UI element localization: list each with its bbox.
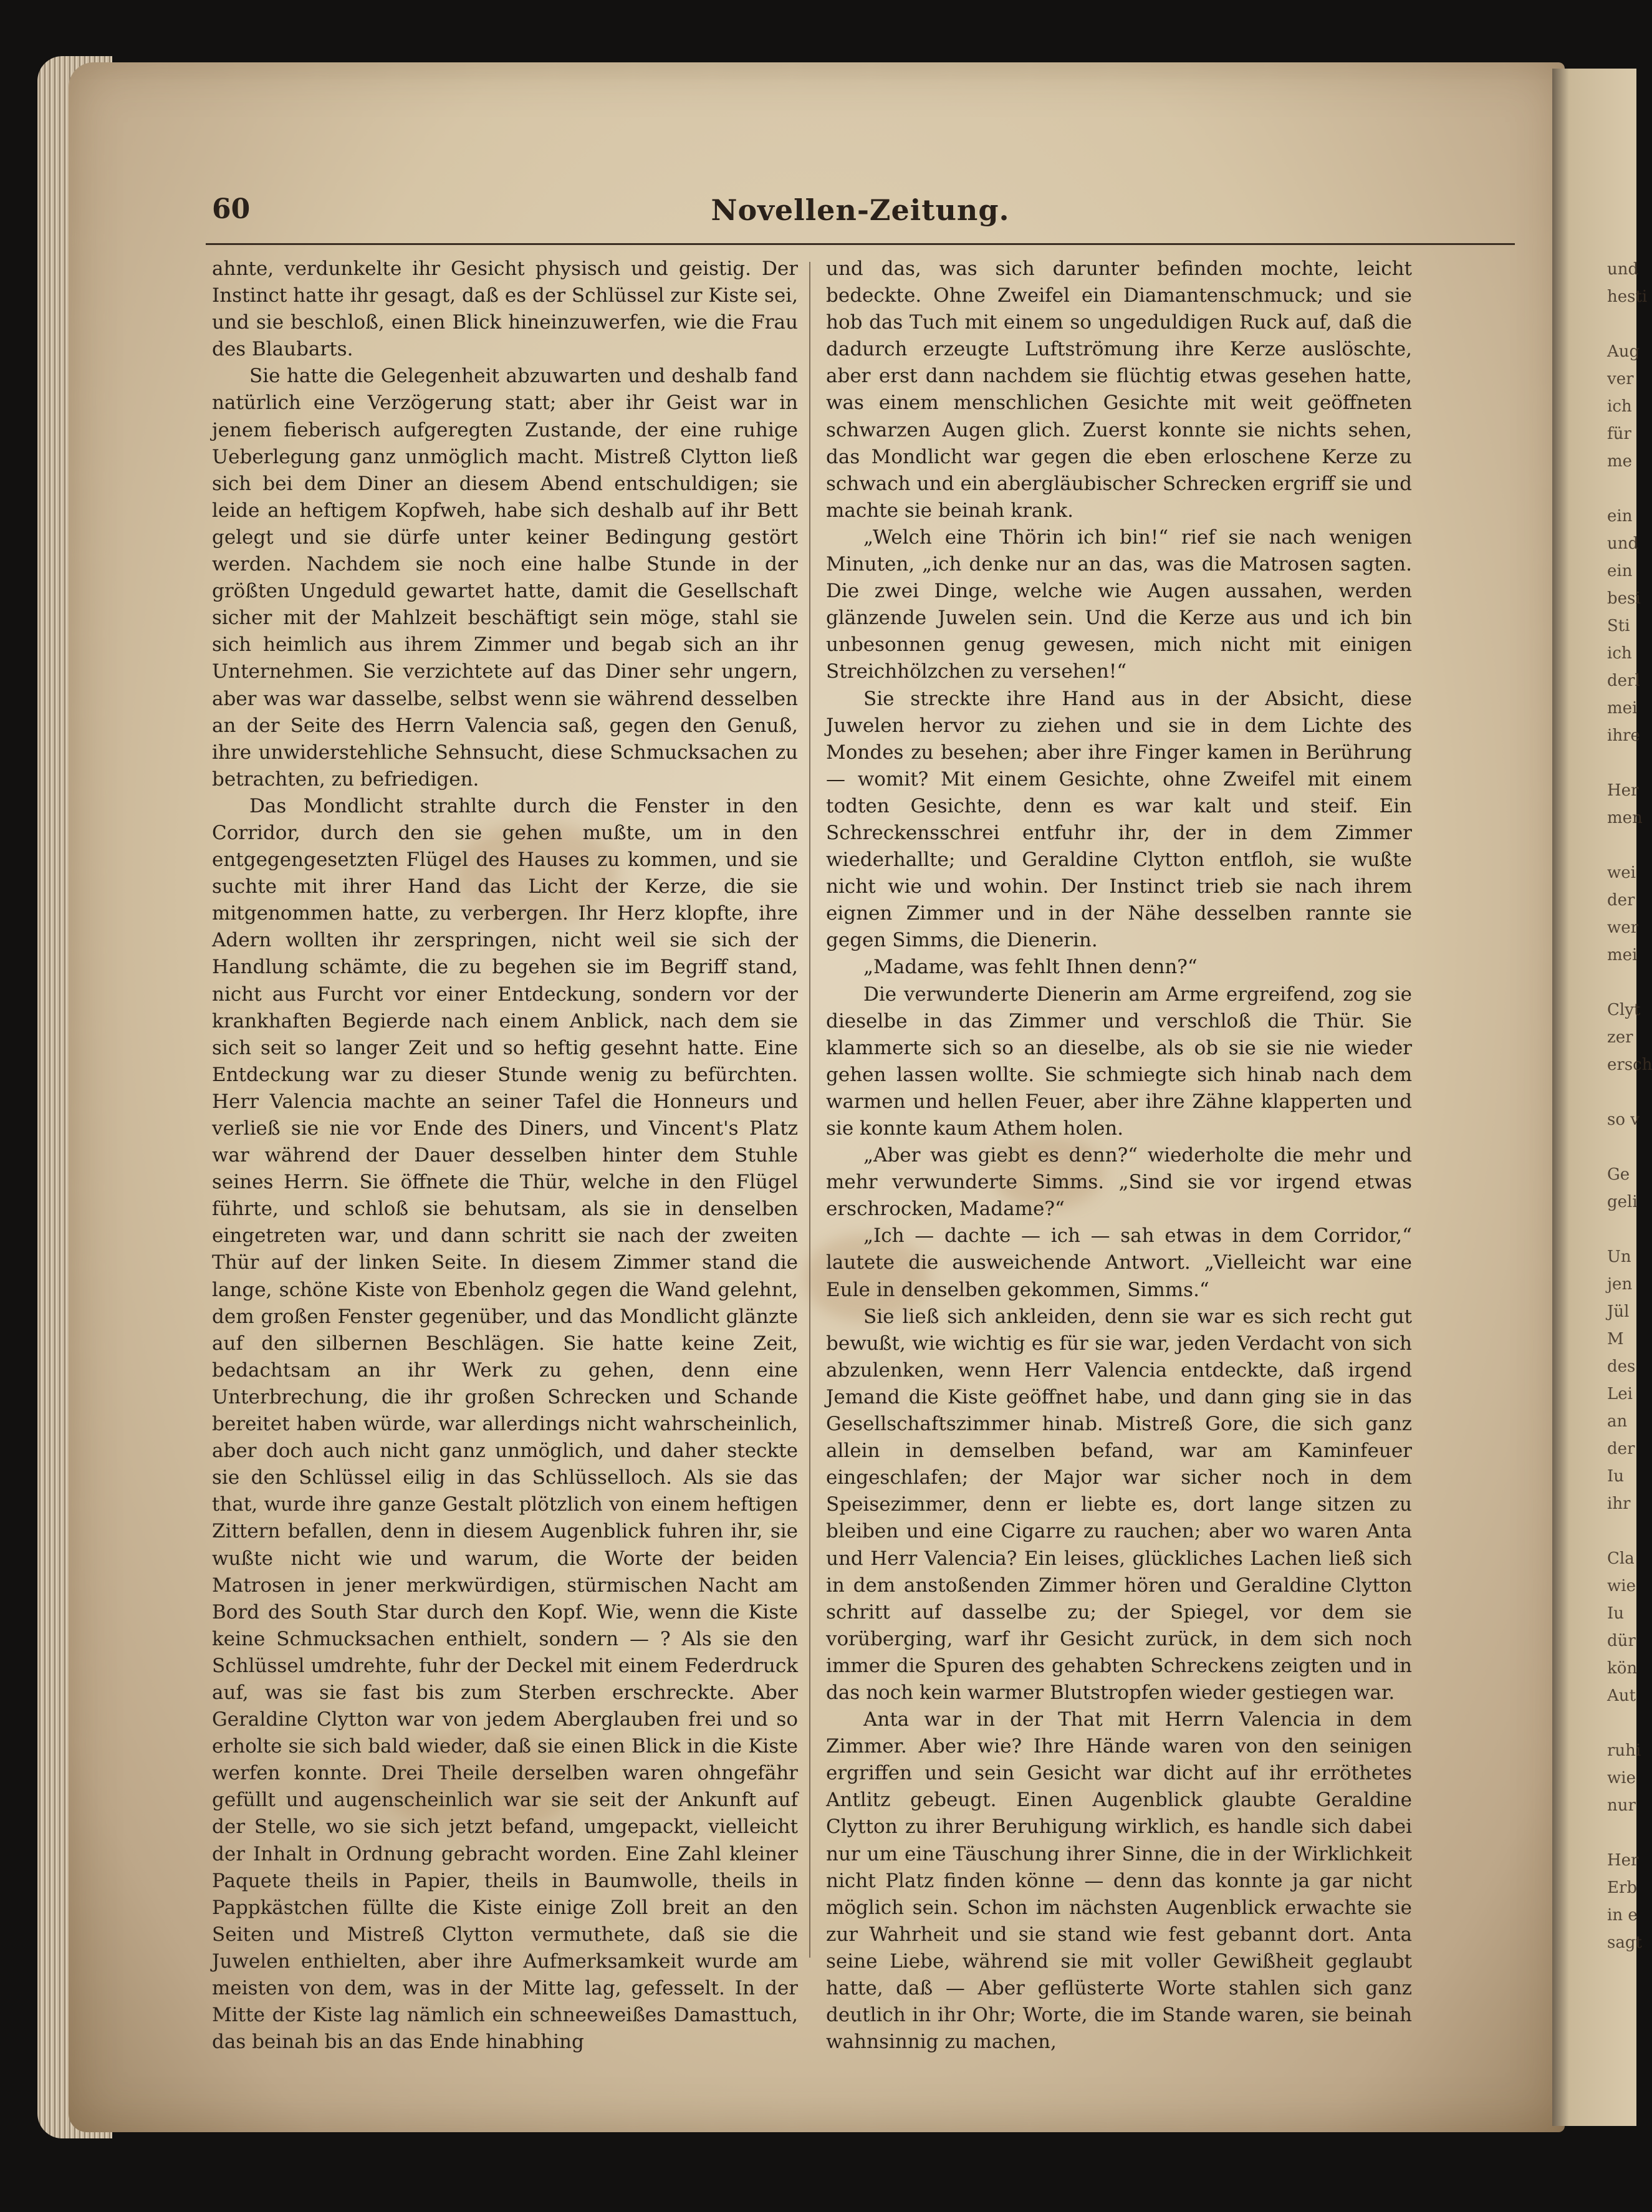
- column-divider: [809, 262, 810, 1958]
- facing-page-edge: [1552, 69, 1652, 2126]
- left-column: [212, 256, 798, 2056]
- paragraph: Anta war in der That mit Herrn Valencia in dem Zimmer. Aber wie? Ihre Hände waren von den seinigen ergriffen und sein Gesicht war dicht auf ihr erröthetes Antlitz gebeugt. Einen Augenblick glaubte Geraldine Clytton zu ihrer Beruhigung wirklich, es handle sich dabei nur um eine Täuschung ihrer Sinne, die in der Wirklichkeit nicht Platz finden könne — denn das konnte ja gar nicht möglich sein. Schon im nächsten Augenblick erwachte sie zur Wahrheit und sie stand wie fest gebannt dort. Anta seine Liebe, während sie mit voller Gewißheit geglaubt hatte, daß — Aber geflüsterte Worte stahlen sich ganz deutlich in ihr Ohr; Worte, die im Stande waren, sie beinah wahnsinnig zu machen,: [826, 1708, 1412, 2054]
- paragraph: und das, was sich darunter befinden mochte, leicht bedeckte. Ohne Zweifel ein Diamantenschmuck; und sie hob das Tuch mit einem so ungeduldigen Ruck auf, daß die dadurch erzeugte Luftströmung ihre Kerze auslöschte, aber erst dann nachdem sie flüchtig etwas gesehen hatte, was einem menschlichen Gesichte mit weit geöffneten schwarzen Augen glich. Zuerst konnte sie nichts sehen, das Mondlicht war gegen die eben erloschene Kerze zu schwach und ein abergläubischer Schrecken ergriff sie und machte sie beinah krank.: [826, 257, 1412, 522]
- header-rule: [206, 243, 1515, 245]
- paragraph: Sie hatte die Gelegenheit abzuwarten und deshalb fand natürlich eine Verzögerung statt; aber ihr Geist war in jenem fieberisch aufgeregten Zustande, der eine ruhige Ueberlegung ganz unmöglich macht. Mistreß Clytton ließ sich bei dem Diner an diesem Abend entschuldigen; sie leide an heftigem Kopfweh, habe sich deshalb auf ihr Bett gelegt und sie dürfe unter keiner Bedingung gestört werden. Nachdem sie noch eine halbe Stunde in der größten Ungeduld gewartet hatte, damit die Gesellschaft sicher mit der Mahlzeit beschäftigt sein möge, stahl sie sich heimlich aus ihrem Zimmer und begab sich an ihr Unternehmen. Sie verzichtete auf das Diner sehr ungern, aber was war dasselbe, selbst wenn sie während desselben an der Seite des Herrn Valencia saß, gegen den Genuß, ihre unwiderstehliche Sehnsucht, diese Schmucksachen zu betrachten, zu befriedigen.: [212, 365, 798, 791]
- paragraph: ahnte, verdunkelte ihr Gesicht physisch und geistig. Der Instinct hatte ihr gesagt, daß es der Schlüssel zur Kiste sei, und sie beschloß, einen Blick hineinzuwerfen, wie die Frau des Blaubarts.: [212, 257, 798, 361]
- paragraph: Die verwunderte Dienerin am Arme ergreifend, zog sie dieselbe in das Zimmer und verschloß die Thür. Sie klammerte sich so an dieselbe, als ob sie sie nie wieder gehen lassen wollte. Sie schmiegte sich hinab nach dem warmen und hellen Feuer, aber ihre Zähne klapperten und sie konnte kaum Athem holen.: [826, 983, 1412, 1140]
- paragraph: „Aber was giebt es denn?“ wiederholte die mehr und mehr verwunderte Simms. „Sind sie vor irgend etwas erschrocken, Madame?“: [826, 1144, 1412, 1221]
- journal-title: Novellen-Zeitung.: [711, 193, 1010, 227]
- page-number: 60: [212, 193, 251, 225]
- paragraph: „Ich — dachte — ich — sah etwas in dem Corridor,“ lautete die ausweichende Antwort. „Vielleicht war eine Eule in denselben gekommen, Simms.“: [826, 1224, 1412, 1301]
- paragraph: Das Mondlicht strahlte durch die Fenster in den Corridor, durch den sie gehen mußte, um in den entgegengesetzten Flügel des Hauses zu kommen, und sie suchte mit ihrer Hand das Licht der Kerze, die sie mitgenommen hatte, zu verbergen. Ihr Herz klopfte, ihre Adern wollten ihr zerspringen, nicht weil sie sich der Handlung schämte, die zu begehen sie im Begriff stand, nicht aus Furcht vor einer Entdeckung, sondern vor der krankhaften Begierde nach einem Anblick, nach dem sie sich seit so langer Zeit und so heftig gesehnt hatte. Eine Entdeckung war zu dieser Stunde wenig zu befürchten. Herr Valencia machte an seiner Tafel die Honneurs und verließ sie nie vor Ende des Diners, und Vincent's Platz war während der Dauer desselben hinter dem Stuhle seines Herrn. Sie öffnete die Thür, welche in den Flügel führte, und schloß sie behutsam, als sie in denselben eingetreten war, und dann schritt sie nach der zweiten Thür auf der linken Seite. In diesem Zimmer stand die lange, schöne Kiste von Ebenholz gegen die Wand gelehnt, dem großen Fenster gegenüber, und das Mondlicht glänzte auf den silbernen Beschlägen. Sie hatte keine Zeit, bedachtsam an ihr Werk zu gehen, denn eine Unterbrechung, die ihr großen Schrecken und Schande bereitet haben würde, war allerdings nicht wahrscheinlich, aber doch auch nicht ganz unmöglich, und daher steckte sie den Schlüssel eilig in das Schlüsselloch. Als sie das that, wurde ihre ganze Gestalt plötzlich von einem heftigen Zittern befallen, denn in diesem Augenblick fuhren ihr, sie wußte nicht wie und warum, die Worte der beiden Matrosen in jener merkwürdigen, stürmischen Nacht am Bord des South Star durch den Kopf. Wie, wenn die Kiste keine Schmucksachen enthielt, sondern — ? Als sie den Schlüssel umdrehte, fuhr der Deckel mit einem Federdruck auf, was sie fast bis zum Sterben erschreckte. Aber Geraldine Clytton war von jedem Aberglauben frei und so erholte sie sich bald wieder, daß sie einen Blick in die Kiste werfen konnte. Drei Theile derselben waren ohngefähr gefüllt und augenscheinlich war sie seit der Ankunft auf der Stelle, wo sie sich jetzt befand, umgepackt, vielleicht der Inhalt in Ordnung gebracht worden. Eine Zahl kleiner Paquete theils in Papier, theils in Baumwolle, theils in Pappkästchen füllte die Kiste einige Zoll breit an den Seiten und Mistreß Clytton vermuthete, daß sie die Juwelen enthielten, aber ihre Aufmerksamkeit wurde am meisten von dem, was in der Mitte lag, gefesselt. In der Mitte der Kiste lag nämlich ein schneeweißes Damasttuch, das beinah bis an das Ende hinabhing: [212, 794, 798, 2054]
- paragraph: „Welch eine Thörin ich bin!“ rief sie nach wenigen Minuten, „ich denke nur an das, was die Matrosen sagten. Die zwei Dinge, welche wie Augen aussahen, werden glänzende Juwelen sein. Und die Kerze aus und ich bin unbesonnen genug gewesen, mich nicht mit einigen Streichhölzchen zu versehen!“: [826, 526, 1412, 683]
- right-column: [826, 256, 1412, 2056]
- paragraph: Sie ließ sich ankleiden, denn sie war es sich recht gut bewußt, wie wichtig es für sie war, jeden Verdacht von sich abzulenken, wenn Herr Valencia entdeckte, daß irgend Jemand die Kiste geöffnet habe, und dann ging sie in das Gesellschaftszimmer hinab. Mistreß Gore, die sich ganz allein in demselben befand, war am Kaminfeuer eingeschlafen; der Major war sicher noch in dem Speisezimmer, denn er liebte es, dort lange sitzen zu bleiben und eine Cigarre zu rauchen; aber wo waren Anta und Herr Valencia? Ein leises, glückliches Lachen ließ sich in dem anstoßenden Zimmer hören und Geraldine Clytton schritt auf dasselbe zu; der Spiegel, vor dem sie vorüberging, warf ihr Gesicht zurück, in dem sich noch immer die Spuren des gehabten Schreckens zeigten und in das noch kein warmer Blutstropfen wieder gestiegen war.: [826, 1305, 1412, 1704]
- page-header: [212, 193, 1509, 237]
- facing-page-text: und hesti Aug ver ich für me ein und ein besi Sti ich derl mei ihre Her men wei der wer mei Clyt zer ersch so v Ge geli Un jen Jül M des Lei an der Iu ihr Cla wie Iu dür kön Aut ruhi wie nur Her Erb in e sagt: [1607, 260, 1652, 1952]
- paragraph: „Madame, was fehlt Ihnen denn?“: [863, 956, 1198, 979]
- paragraph: Sie streckte ihre Hand aus in der Absicht, diese Juwelen hervor zu ziehen und sie in dem Lichte des Mondes zu besehen; aber ihre Finger kamen in Berührung — womit? Mit einem Gesichte, ohne Zweifel mit einem todten Gesichte, denn es war kalt und steif. Ein Schreckensschrei entfuhr ihr, der in dem Zimmer wiederhallte; und Geraldine Clytton entfloh, sie wußte nicht wie und wohin. Der Instinct trieb sie nach ihrem eignen Zimmer und in der Nähe desselben rannte sie gegen Simms, die Dienerin.: [826, 687, 1412, 952]
